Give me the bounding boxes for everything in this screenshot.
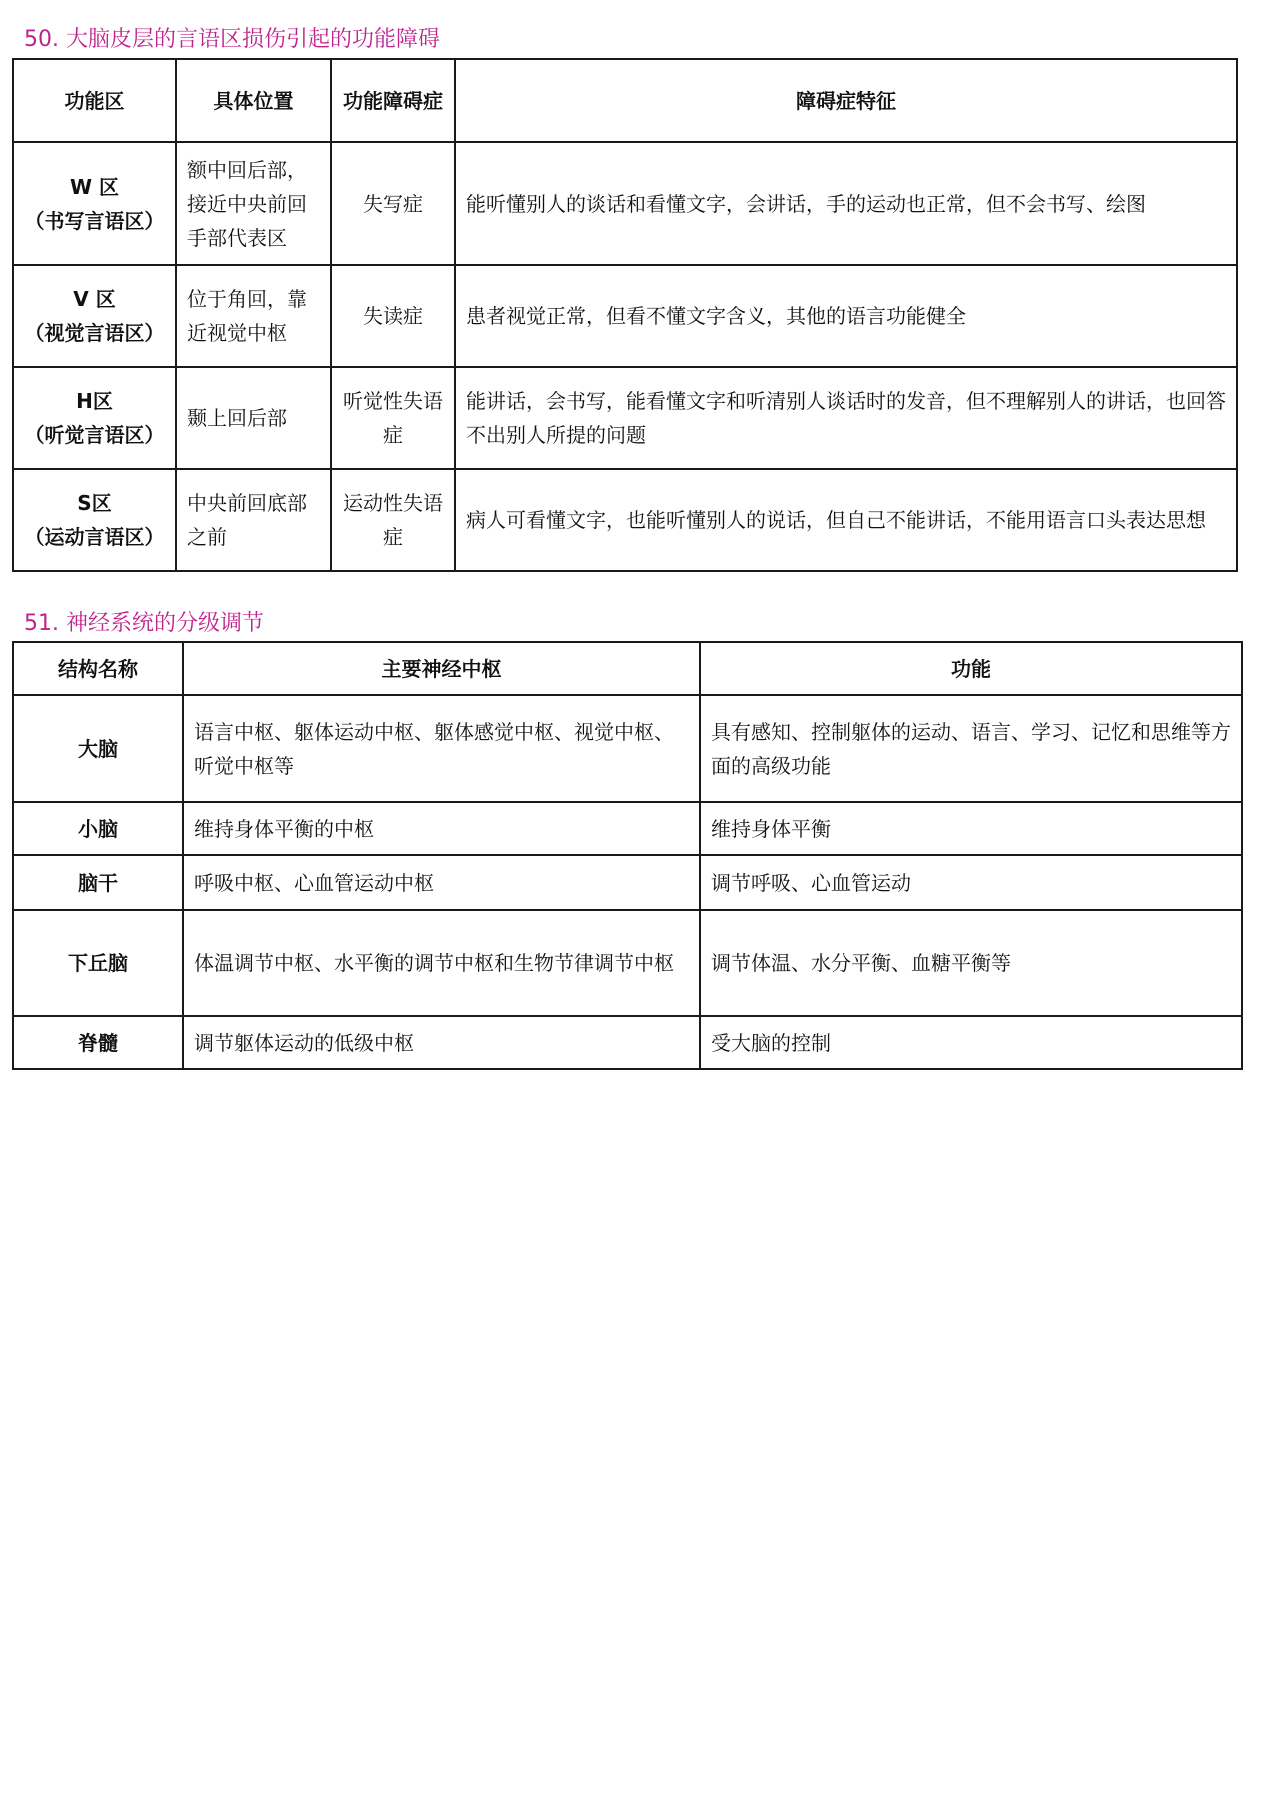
table-row [13,855,1242,910]
structure-cell: 脑干 [13,855,183,910]
structure-cell: 下丘脑 [13,910,183,1016]
table-header-row [13,59,1237,142]
section-51-title: 51. 神经系统的分级调节 [24,611,264,636]
function-cell: 具有感知、控制躯体的运动、语言、学习、记忆和思维等方面的高级功能 [700,695,1242,802]
function-cell: 调节体温、水分平衡、血糖平衡等 [700,910,1242,1016]
area-name: （视觉言语区） [24,321,165,345]
function-cell: 调节呼吸、心血管运动 [700,855,1242,910]
features-cell: 患者视觉正常，但看不懂文字含义，其他的语言功能健全 [455,265,1237,367]
header-function: 功能 [700,642,1242,695]
table-row [13,469,1237,571]
area-name: （运动言语区） [24,525,165,549]
header-area: 功能区 [13,59,176,142]
location-cell: 中央前回底部之前 [176,469,331,571]
features-cell: 能听懂别人的谈话和看懂文字，会讲话，手的运动也正常，但不会书写、绘图 [455,142,1237,265]
header-disorder: 功能障碍症 [331,59,455,142]
structure-cell: 小脑 [13,802,183,855]
function-cell: 受大脑的控制 [700,1016,1242,1069]
disorder-cell: 失写症 [331,142,455,265]
area-name: （书写言语区） [24,208,165,233]
features-cell: 能讲话，会书写，能看懂文字和听清别人谈话时的发音，但不理解别人的讲话，也回答不出别人所提的问题 [455,367,1237,469]
structure-cell: 大脑 [13,695,183,802]
header-features: 障碍症特征 [455,59,1237,142]
location-cell: 颞上回后部 [176,367,331,469]
features-cell: 病人可看懂文字，也能听懂别人的说话，但自己不能讲话，不能用语言口头表达思想 [455,469,1237,571]
table-row [13,802,1242,855]
table-row [13,367,1237,469]
table-header-row [13,642,1242,695]
nervous-system-table [12,641,1243,1070]
area-cell [13,469,176,571]
disorder-cell: 运动性失语症 [331,469,455,571]
disorder-cell: 失读症 [331,265,455,367]
area-code: S区 [77,491,112,515]
structure-cell: 脊髓 [13,1016,183,1069]
area-cell [13,367,176,469]
location-cell: 位于角回，靠近视觉中枢 [176,265,331,367]
header-location: 具体位置 [176,59,331,142]
table-row [13,142,1237,265]
section-50-title: 50. 大脑皮层的言语区损伤引起的功能障碍 [24,27,440,52]
area-cell [13,142,176,265]
header-centers: 主要神经中枢 [183,642,700,695]
centers-cell: 呼吸中枢、心血管运动中枢 [183,855,700,910]
table-row [13,695,1242,802]
centers-cell: 维持身体平衡的中枢 [183,802,700,855]
area-code: H区 [76,389,113,413]
header-structure: 结构名称 [13,642,183,695]
centers-cell: 语言中枢、躯体运动中枢、躯体感觉中枢、视觉中枢、听觉中枢等 [183,695,700,802]
area-cell [13,265,176,367]
area-name: （听觉言语区） [24,423,165,447]
area-code: W 区 [69,174,120,199]
table-row [13,910,1242,1016]
function-cell: 维持身体平衡 [700,802,1242,855]
area-code: V 区 [73,287,116,311]
centers-cell: 体温调节中枢、水平衡的调节中枢和生物节律调节中枢 [183,910,700,1016]
location-cell: 额中回后部，接近中央前回手部代表区 [176,142,331,265]
table-row [13,265,1237,367]
centers-cell: 调节躯体运动的低级中枢 [183,1016,700,1069]
disorder-cell: 听觉性失语症 [331,367,455,469]
table-row [13,1016,1242,1069]
language-area-table [12,58,1238,572]
